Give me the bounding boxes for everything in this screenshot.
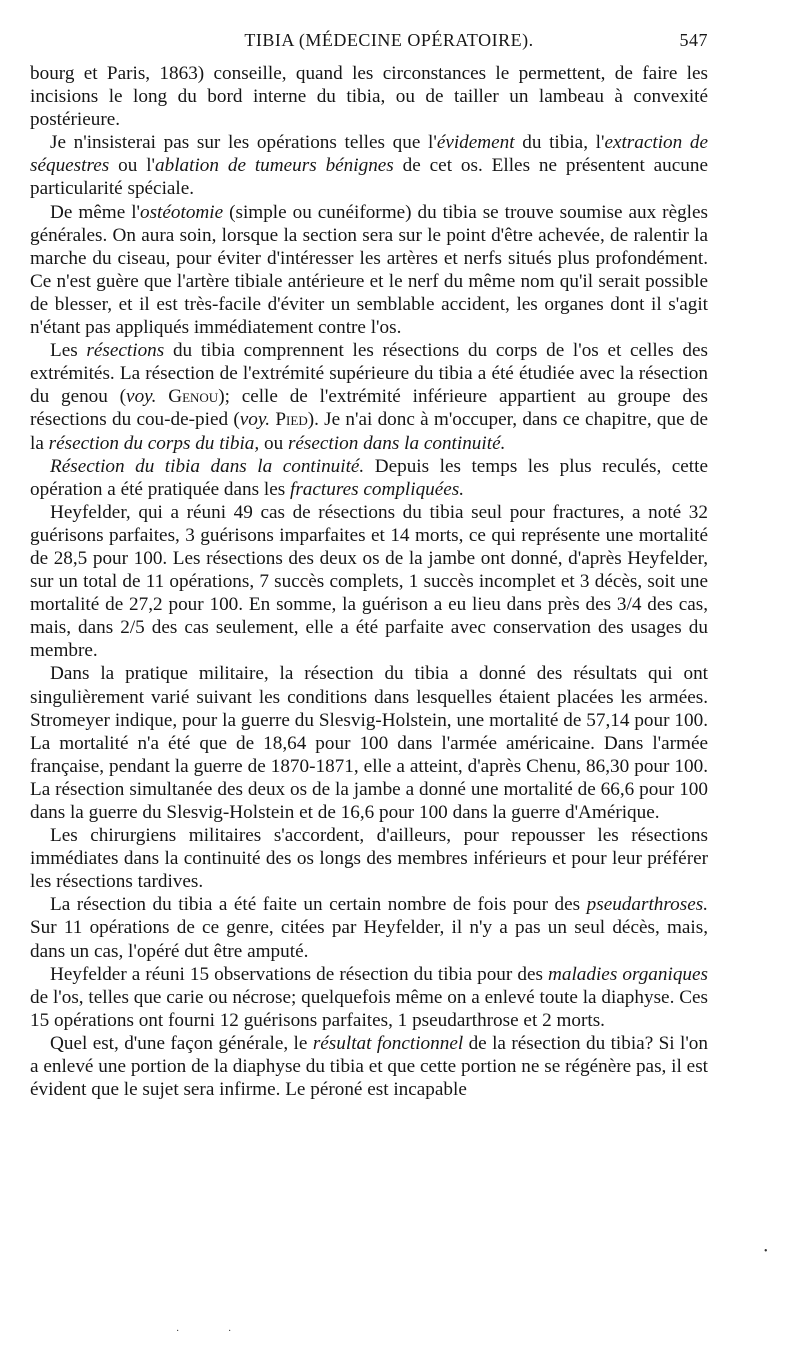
text-run: [156, 386, 168, 407]
text-run: ou l': [109, 155, 155, 177]
running-title: TIBIA (MÉDECINE OPÉRATOIRE).: [244, 30, 534, 50]
text-run: de l'os, telles que carie ou nécrose; quelquefois même on a enlevé toute la diaphyse. Ces 15 opérations ont fourni 12 guérisons parfaites, 1 pseudarthrose et 2 morts.: [30, 986, 708, 1031]
text-run: ); celle de l'extrémité inférieure appartient au groupe des résections du cou-de-pied (: [30, 386, 709, 431]
text-run: du tibia, l': [514, 132, 605, 154]
text-run: ). Je n'ai donc à m'occuper, dans ce chapitre, que de la: [30, 409, 708, 454]
italic-run: évidement: [436, 132, 515, 154]
text-run: Depuis les temps les plus reculés, cette opération a été pratiquée dans les: [30, 455, 708, 500]
italic-run: résection du corps du tibia,: [48, 432, 260, 454]
text-run: De même l': [50, 201, 140, 223]
text-run: Dans la pratique militaire, la résection du tibia a donné des résultats qui ont singulièrement varié suivant les conditions dans lesquelles étaient placées les armées. Stromeyer indique, pour la guerre du Slesvig-Holstein, une mortalité de 57,14 pour 100. La mortalité n'a été que de 18,64 pour 100 dans l'armée américaine. Dans l'armée française, pendant la guerre de 1870-1871, elle a atteint, d'après Chenu, 86,30 pour 100. La résection simultanée des deux os de la jambe a donné une mortalité de 66,6 pour 100 dans la guerre du Slesvig-Holstein et de 16,6 pour 100 dans la guerre d'Amérique.: [30, 663, 708, 823]
italic-run: maladies organiques: [548, 963, 708, 985]
text-run: Quel est, d'une façon générale, le: [50, 1032, 313, 1054]
italic-run: résection dans la continuité.: [287, 432, 506, 454]
italic-run: voy.: [239, 409, 271, 431]
paragraph: [30, 501, 708, 663]
italic-run: ablation de tumeurs bénignes: [155, 155, 394, 177]
text-run: du tibia comprennent les résections du corps de l'os et celles des extrémités. La résection de l'extrémité supérieure du tibia a été étudiée avec la résection du genou (: [30, 340, 708, 408]
body-text: [30, 62, 708, 1101]
text-run: Je n'insisterai pas sur les opérations telles que l': [50, 132, 437, 154]
stray-mark: •: [764, 1246, 768, 1257]
italic-run: voy.: [126, 386, 157, 408]
italic-run: Résection du tibia dans la continuité.: [50, 455, 365, 477]
text-run: (simple ou cunéiforme) du tibia se trouve soumise aux règles générales. On aura soin, lorsque la section sera sur le point d'être achevée, de ralentir la marche du ciseau, pour éviter d'intéresser les artères et nerfs situés plus profondément. Ce n'est guère que l'artère tibiale antérieure et le nerf du même nom qu'il serait possible de blesser, et il est très-facile d'éviter un semblable accident, les organes dont il s'agit n'étant pas appliqués immédiatement contre l'os.: [30, 201, 708, 339]
italic-run: fractures compliquées.: [290, 478, 465, 500]
italic-run: résections: [86, 340, 165, 362]
paragraph: [30, 963, 708, 1032]
italic-run: pseudarthroses.: [586, 894, 708, 916]
paragraph: [30, 131, 708, 200]
paragraph: [30, 1032, 708, 1101]
text-run: bourg et Paris, 1863) conseille, quand les circonstances le permettent, de faire les incisions le long du bord interne du tibia, ou de tailler un lambeau à convexité postérieure.: [30, 63, 708, 131]
page-header: [30, 28, 708, 62]
text-run: Les chirurgiens militaires s'accordent, d'ailleurs, pour repousser les résections immédiates dans la continuité des os longs des membres inférieurs et pour leur préférer les résections tardives.: [30, 825, 708, 893]
stray-mark: ·: [228, 1326, 232, 1337]
text-run: Sur 11 opérations de ce genre, citées par Heyfelder, il n'y a pas un seul décès, mais, dans un cas, l'opéré dut être amputé.: [30, 917, 708, 962]
text-run: Heyfelder a réuni 15 observations de résection du tibia pour des: [50, 963, 548, 985]
paragraph: [30, 455, 708, 501]
paragraph: [30, 662, 708, 824]
paragraph: [30, 893, 708, 962]
paragraph: [30, 339, 708, 454]
page-number: 547: [679, 30, 708, 50]
print-marks: [0, 1246, 800, 1366]
text-run: ou: [259, 432, 288, 454]
stray-mark: ·: [176, 1326, 180, 1337]
text-run: Heyfelder, qui a réuni 49 cas de résections du tibia seul pour fractures, a noté 32 guérisons parfaites, 3 guérisons imparfaites et 14 morts, ce qui représente une mortalité de 28,5 pour 100. Les résections des deux os de la jambe ont donné, d'après Heyfelder, sur un total de 11 opérations, 7 succès complets, 1 succès incomplet et 3 décès, soit une mortalité de 27,2 pour 100. En somme, la guérison a eu lieu dans près des 3/4 des cas, mais, dans 2/5 des cas seulement, elle a été parfaite avec conservation des usages du membre.: [30, 501, 708, 662]
paragraph: [30, 62, 708, 131]
paragraph: [30, 201, 708, 340]
italic-run: résultat fonctionnel: [312, 1032, 464, 1054]
text-run: Les: [50, 340, 87, 362]
italic-run: extraction de séquestres: [30, 132, 708, 177]
text-run: La résection du tibia a été faite un certain nombre de fois pour des: [50, 894, 587, 916]
text-run: de la résection du tibia? Si l'on a enlevé une portion de la diaphyse du tibia et que cette portion ne se régénère pas, il est évident que le sujet sera infirme. Le péroné est incapable: [30, 1032, 708, 1101]
italic-run: ostéotomie: [139, 201, 224, 223]
paragraph: [30, 824, 708, 893]
smallcaps-run: Pied: [275, 409, 308, 431]
text-run: de cet os. Elles ne présentent aucune particularité spéciale.: [30, 155, 708, 200]
smallcaps-run: Genou: [168, 386, 219, 408]
